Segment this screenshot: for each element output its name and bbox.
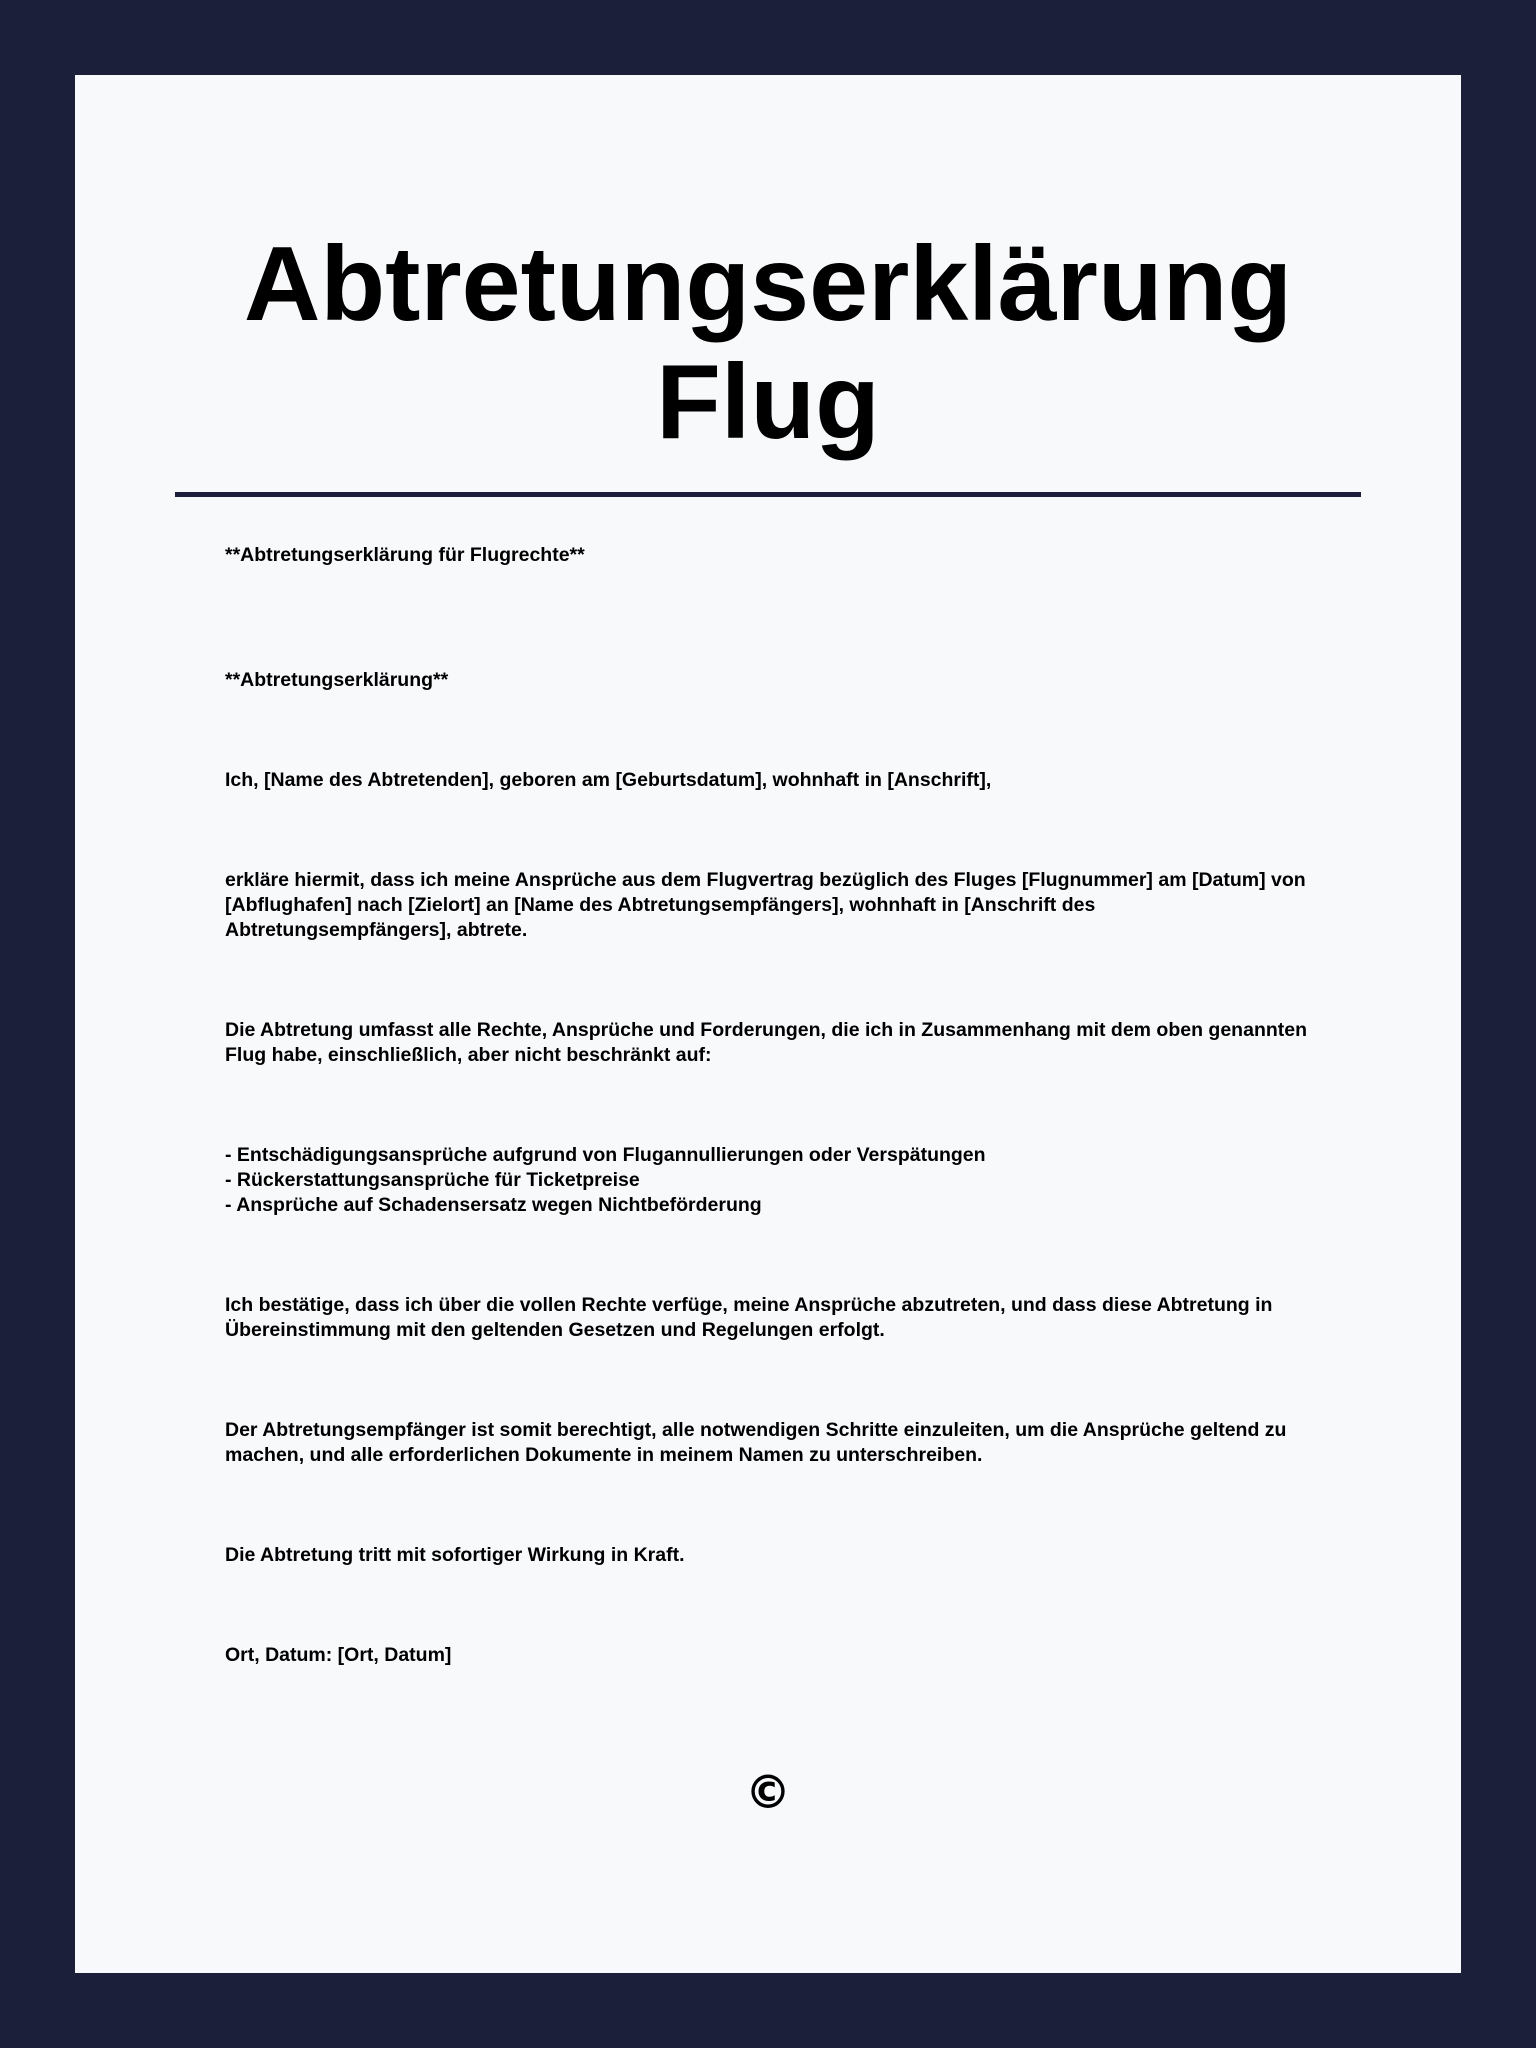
authorization-line: machen, und alle erforderlichen Dokumente in meinem Namen zu unterschreiben. <box>225 1444 983 1466</box>
declaration-line: [Abflughafen] nach [Zielort] an [Name des Abtretungsempfängers], wohnhaft in [Anschrift des <box>225 894 1096 916</box>
scope-paragraph <box>225 1018 1355 1068</box>
list-item: - Rückerstattungsansprüche für Ticketpreise <box>225 1169 640 1191</box>
heading-flugrechte: **Abtretungserklärung für Flugrechte** <box>225 544 585 566</box>
declaration-line: Abtretungsempfängers], abtrete. <box>225 919 528 941</box>
document-title <box>75 225 1461 461</box>
confirmation-paragraph <box>225 1293 1355 1343</box>
authorization-paragraph <box>225 1418 1355 1468</box>
scope-line: Flug habe, einschließlich, aber nicht beschränkt auf: <box>225 1044 712 1066</box>
title-divider <box>175 492 1361 497</box>
scope-line: Die Abtretung umfasst alle Rechte, Ansprüche und Forderungen, die ich in Zusammenhang mit dem oben genannten <box>225 1019 1308 1041</box>
title-line-1: Abtretungserklärung <box>243 225 1293 343</box>
title-line-2: Flug <box>656 343 880 461</box>
claims-list <box>225 1143 1355 1218</box>
authorization-line: Der Abtretungsempfänger ist somit berechtigt, alle notwendigen Schritte einzuleiten, um die Ansprüche geltend zu <box>225 1419 1287 1441</box>
confirmation-line: Übereinstimmung mit den geltenden Gesetzen und Regelungen erfolgt. <box>225 1319 885 1341</box>
list-item: - Ansprüche auf Schadensersatz wegen Nichtbeförderung <box>225 1194 762 1216</box>
copyright-icon: © <box>745 1765 791 1819</box>
confirmation-line: Ich bestätige, dass ich über die vollen Rechte verfüge, meine Ansprüche abzutreten, und dass diese Abtretung in <box>225 1294 1273 1316</box>
intro-paragraph: Ich, [Name des Abtretenden], geboren am [Geburtsdatum], wohnhaft in [Anschrift], <box>225 769 992 791</box>
place-date-line: Ort, Datum: [Ort, Datum] <box>225 1644 452 1666</box>
declaration-paragraph <box>225 868 1355 943</box>
heading-abtretungserklaerung: **Abtretungserklärung** <box>225 669 449 691</box>
declaration-line: erkläre hiermit, dass ich meine Ansprüche aus dem Flugvertrag bezüglich des Fluges [Flugnummer] am [Datum] von <box>225 869 1306 891</box>
effect-paragraph: Die Abtretung tritt mit sofortiger Wirkung in Kraft. <box>225 1544 685 1566</box>
list-item: - Entschädigungsansprüche aufgrund von Flugannullierungen oder Verspätungen <box>225 1144 986 1166</box>
document-page <box>75 75 1461 1973</box>
